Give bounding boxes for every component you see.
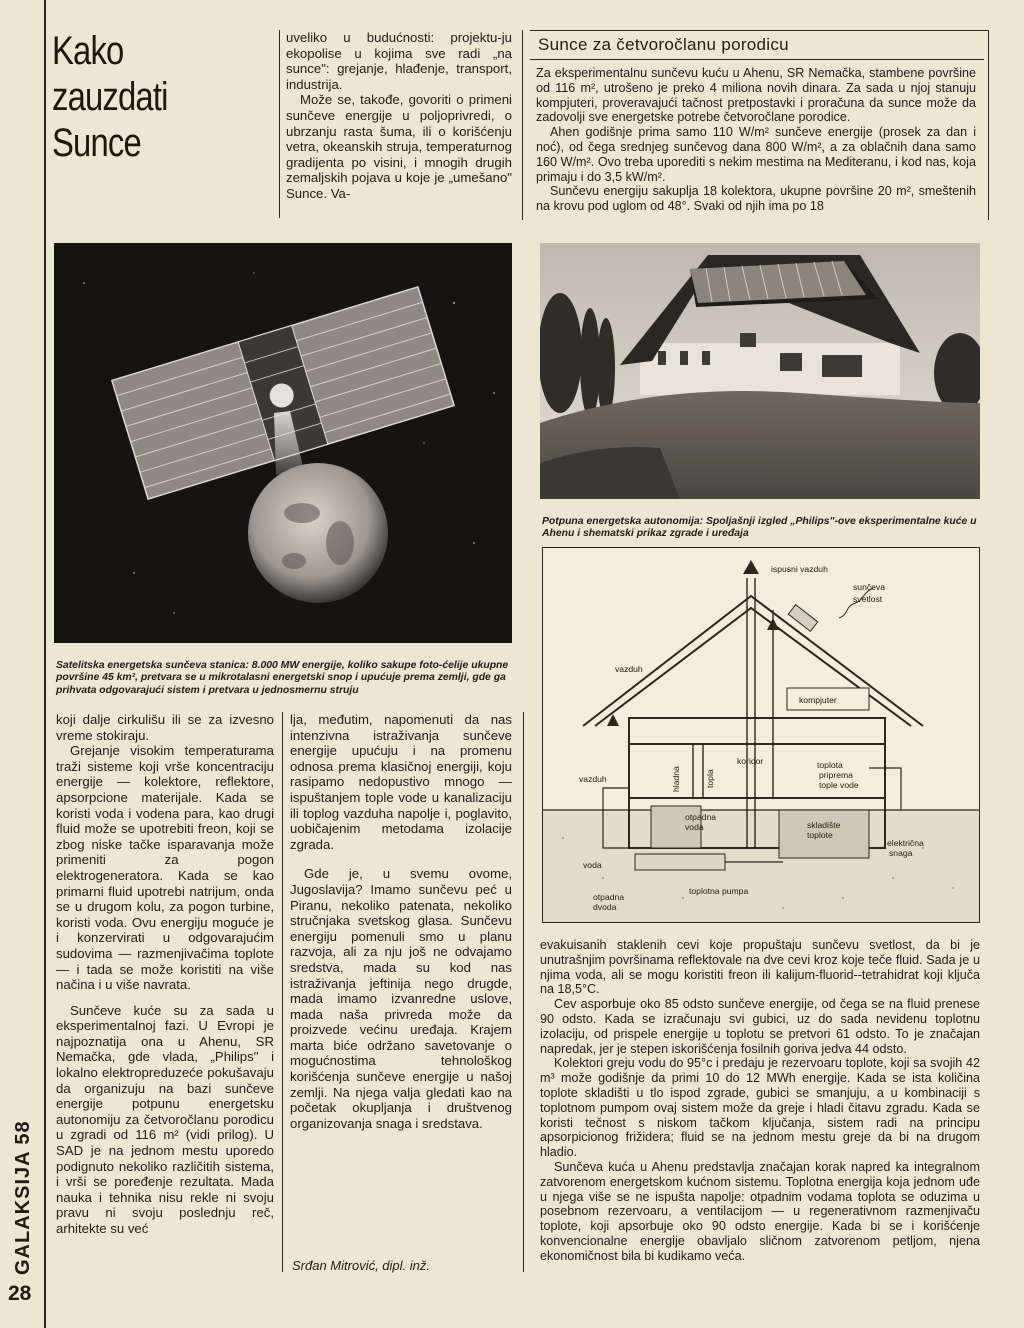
column-rule-1 [279,30,280,218]
label-elektricna: snaga [889,848,913,858]
sidebar-title: Sunce za četvoročlanu porodicu [530,30,984,60]
label-svetlost: sunčeva [853,582,886,592]
label-otpadna-voda: otpadna [685,812,717,822]
headline-line: Kako [52,29,124,73]
label-voda: voda [583,860,602,870]
label-ispusni-vazduh: ispusni vazduh [771,564,828,574]
label-hladna: hladna [671,766,681,792]
paragraph: Cev asporbuje oko 85 odsto sunčeve energije, od čega se na fluid prenese 90 odsto. Kada se izračunaju svi gubici, uz do sada nevidenu toplotnu izolaciju, od prispele energije u toplotu se pretvori 61 odsto. To je značajan napredak, jer je stepen iskorišćenja fosilnih goriva jedva 44 odsto. [540,997,980,1056]
masthead-text: GALAKSIJA 58 [12,1120,34,1275]
sidebar-text [536,66,976,214]
paragraph: Može se, takođe, govoriti o primeni sunčeve energije u poljoprivredi, o ubrzanju rasta šuma, ili o korišćenju vetra, okeanskih struja, temperaturnog gradijenta po visini, i mnogih drugih zemaljskih pojava u koje je „umešano" Sunce. Va- [286,92,512,201]
label-pumpa: toplotna pumpa [689,886,749,896]
headline [52,28,232,166]
sidebar-continued-column [540,938,980,1264]
paragraph: Za eksperimentalnu sunčevu kuću u Ahenu, SR Nemačka, stambene površine od 116 m², utrošeno je preko 4 miliona novih dinara. Za sada u njoj stanuju kompjuteri, proveravajući tačnost pretpostavki i proračuna da sunce može da zadovolji sve energetske potrebe četvoročlane porodice. [536,66,976,125]
house-caption: Potpuna energetska autonomija: Spoljašnji izgled „Philips"-ove eksperimentalne kuće u Ahenu i shematski prikaz zgrade i uređaja [542,516,977,540]
headline-line: Sunce [52,121,141,165]
paragraph: koji dalje cirkulišu ili se za izvesno vreme stokiraju. [56,712,274,743]
paragraph: Grejanje visokim temperaturama traži sisteme koji vrše koncentraciju energije — kolektore, reflektore, apsorpcione materijale. Kada se koristi voda i vodena para, kao drugi fluid može se upotrebiti freon, koji se zbog niske tačke isparavanja može primeniti za pogon elektrogeneratora. Kada se kao primarni fluid upotrebi natrijum, onda se u drugom kolu, za pogon turbine, koristi voda. Ovu energiju moguće je i konzervirati u odgovarajućim sudovima — razmenjivačima toplote — i tada se može koristiti na više načina i u više navrata. [56,743,274,993]
column-rule-2 [522,30,523,220]
magazine-masthead [12,1095,36,1275]
headline-line: zauzdati [52,75,168,119]
house-schematic-diagram [542,547,980,923]
sidebar-rule-right [988,30,989,220]
satellite-illustration [54,243,512,643]
label-elektricna: električna [887,838,924,848]
paragraph: Sunčevu energiju sakuplja 18 kolektora, ukupne površine 20 m², smeštenih na krovu pod uglom od 48°. Svaki od njih ima po 18 [536,184,976,214]
page-number: 28 [8,1282,32,1305]
label-toplota: toplota [817,760,843,770]
label-kompjuter: kompjuter [799,695,837,705]
satellite-photo [54,243,512,643]
intro-column [286,30,512,202]
house-photo [540,243,980,499]
body-column-1 [56,712,274,1237]
paragraph: Gde je, u svemu ovome, Jugoslavija? Imamo sunčevu peć u Piranu, nekoliko patenata, nekoliko stručnjaka svetskog glasa. Sunčevu energiju pomenuli smo u planu razvoja, ali za nju još ne odvajamo sredstva, mada su kod nas istraživanja jeftinija nego drugde, mada imamo izvanredne uslove, mada naša privreda može da proizvede većinu uređaja. Krajem marta biće održano savetovanje o mogućnostima tehnološkog korišćenja sunčeve energije u našoj zemlji. Na njega valja gledati kao na početak okupljanja i društvenog organizovanja snaga i sredstava. [290,866,512,1131]
label-vazduh-left: vazduh [579,774,607,784]
label-vazduh-top: vazduh [615,664,643,674]
label-skladiste: toplote [807,830,833,840]
paragraph: evakuisanih staklenih cevi koje propuštaju sunčevu svetlost, da bi je unutrašnjim površinama reflektovale na dve cevi kroz koje teče fluid. Sada je u njima voda, ali se mogu koristiti freon ili kalijum-fluorid--tetrahidrat koji ključa na 18,5°C. [540,938,980,997]
paragraph: Sunčeva kuća u Ahenu predstavlja značajan korak napred ka integralnom zatvorenom energetskom kućnom sistemu. Toplotna energija koja jednom uđe u njega više se ne ispušta napolje: otpadnim vodama toplota se oduzima u posebnom rezervoaru, a ventilacijom — u regenerativnom razmenjivaču toplote, koji apsorbuje oko 90 odsto energije. Kada bi se i korišćenje konvencionalne energije obavljalo sličnom zatvorenom petljom, njena ekonomičnost bila bi kudikamo veća. [540,1159,980,1263]
label-toplota: priprema [819,770,853,780]
label-koridor: koridor [737,756,764,766]
satellite-caption: Satelitska energetska sunčeva stanica: 8.000 MW energije, koliko sakupe foto-ćelije ukupne površine 45 km², pretvara se u mikrotalasni energetski snop i upućuje prema zemlji, gde ga prihvata odgovarajući sistem i pretvara u jednosmernu struju [56,660,509,696]
label-otpadna-bottom: dvoda [593,902,617,912]
column-rule-left [44,0,46,1328]
house-illustration [540,243,980,499]
label-toplota: tople vode [819,780,859,790]
paragraph: uveliko u budućnosti: projektu-ju ekopolise u kojima sve radi „na sunce": grejanje, hlađenje, transport, industrija. [286,30,512,92]
label-svetlost: svetlost [853,594,883,604]
author-byline: Srđan Mitrović, dipl. inž. [292,1258,430,1273]
sidebar-box [530,30,984,218]
column-rule-3 [282,712,283,1272]
paragraph: Kolektori greju vodu do 95°c i predaju je rezervoaru toplote, koji sa svojih 42 m³ može godišnje da primi 10 do 12 MWh energije. Kada se ista količina toplote skladišti u tlo ispod zgrade, gubici se smanjuju, a u kombinaciji s toplotnom pumpom ovaj sistem može da greje i hladi čitavu zgradu. Kada se koristi tečnost s niskom tačkom ključanja, sistem radi na principu apsorpicionog frižidera; fluid se na jednom mestu greje da bi na drugom hladio. [540,1056,980,1160]
paragraph: Sunčeve kuće su za sada u eksperimentalnoj fazi. U Evropi je najpoznatija ona u Ahenu, SR Nemačka, gde vlada, „Philips" i lokalno elektropreduzeće pokušavaju da organizuju na bazi sunčeve energije potpunu energetsku autonomiju za četvoročlanu porodicu u zgradi od 116 m² (vidi prilog). U SAD je na jednom mestu uporedo podignuto nekoliko različitih sistema, i vrši se poređenje rezultata. Mada nauka i tehnika nisu rekle ni svoju pravu ni svoju poslednju reč, arhitekte su već [56,1002,274,1236]
label-otpadna-voda: voda [685,822,704,832]
label-skladiste: skladište [807,820,841,830]
paragraph: Ahen godišnje prima samo 110 W/m² sunčeve energije (prosek za dan i noć), od čega srednjeg sunčevog dana 800 W/m², a za oblačnih dana samo 160 W/m². Ovo treba uporediti s nekim mestima na Mediteranu, i kod nas, koja primaju i do 3,5 kW/m². [536,125,976,184]
schematic-svg [543,548,979,922]
body-column-2 [290,712,512,1131]
label-topla: topla [705,769,715,788]
paragraph: lja, međutim, napomenuti da nas intenzivna istraživanja sunčeve energije upućuju i na promenu odnosa prema klasičnoj energiji, koju rasipamo nedopustivo mnogo — ispuštanjem tople vode u kanalizaciju ili toplog vazduha napolje i, poglavito, uobičajenim metodama izolacije zgrada. [290,712,512,852]
label-otpadna-bottom: otpadna [593,892,625,902]
column-rule-4 [523,712,524,1272]
